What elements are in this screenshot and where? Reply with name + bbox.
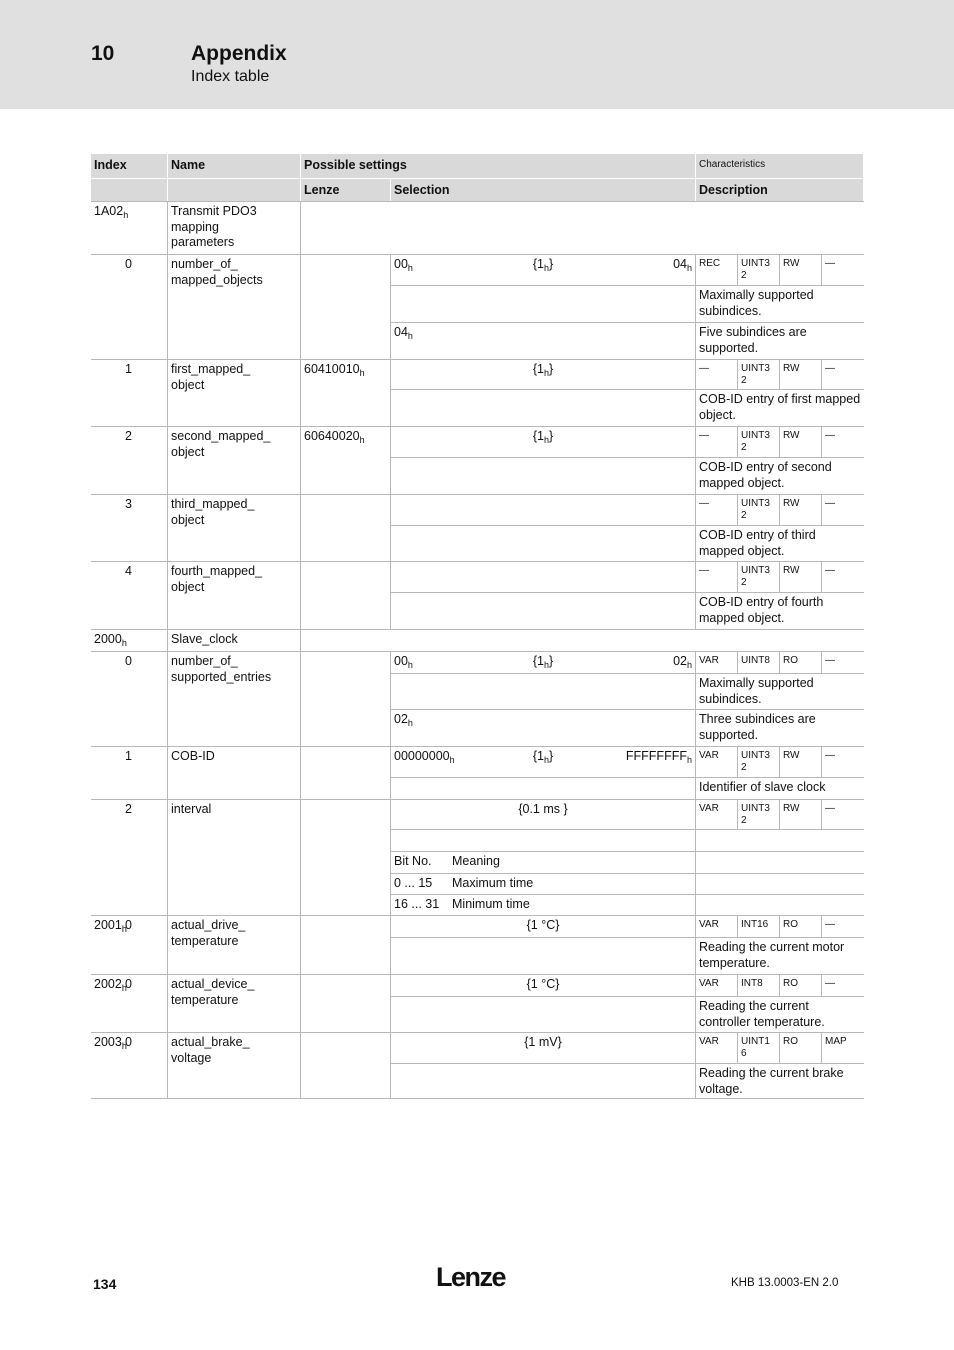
- selection-max: $02_h$: [673, 654, 692, 670]
- row-subindex: 0: [125, 918, 132, 932]
- col-header-selection: Selection: [391, 179, 695, 201]
- row-description: COB-ID entry of third mapped object.: [699, 528, 816, 558]
- row-description: Maximally supported subindices.: [699, 676, 814, 706]
- characteristic-2: UINT3 2: [741, 803, 770, 826]
- selection-step: $\{1_h\}$: [532, 654, 554, 670]
- value-description: Three subindices are supported.: [699, 712, 816, 742]
- grid-line: [300, 494, 301, 561]
- page-header: [0, 0, 954, 109]
- grid-line: [390, 494, 391, 561]
- row-name: third_mapped_ object: [171, 497, 255, 527]
- row-name: second_mapped_ object: [171, 429, 271, 459]
- selection-max: $04_h$: [673, 257, 692, 273]
- characteristic-1: —: [699, 430, 709, 441]
- bit-meaning: Maximum time: [452, 876, 534, 890]
- characteristic-2: UINT3 2: [741, 430, 770, 453]
- selection-value: $04_h$: [394, 325, 413, 341]
- col-header-name: Name: [168, 154, 300, 178]
- chapter-title: Appendix: [191, 42, 287, 65]
- row-subindex: 2: [125, 802, 132, 816]
- characteristic-1: VAR: [699, 750, 719, 761]
- selection-step: {0.1 ms }: [518, 802, 568, 816]
- characteristic-4: —: [825, 565, 835, 576]
- row-index: $2002_h$: [94, 977, 127, 993]
- characteristic-4: —: [825, 258, 835, 269]
- section-title: Index table: [191, 68, 270, 85]
- row-index: $2001_h$: [94, 918, 127, 934]
- row-description: COB-ID entry of fourth mapped object.: [699, 595, 824, 625]
- grid-line: [300, 915, 301, 974]
- row-subindex: 3: [125, 497, 132, 511]
- chapter-number: 10: [91, 42, 115, 65]
- characteristic-4: —: [825, 430, 835, 441]
- row-subindex: 0: [125, 257, 132, 271]
- row-name: number_of_ mapped_objects: [171, 257, 263, 287]
- grid-line: [300, 201, 301, 254]
- grid-line: [391, 829, 864, 830]
- row-name: Transmit PDO3 mapping parameters: [171, 204, 257, 249]
- characteristic-3: RO: [783, 1036, 798, 1047]
- row-subindex: 0: [125, 654, 132, 668]
- grid-line: [300, 561, 301, 629]
- characteristic-3: RO: [783, 978, 798, 989]
- row-name: Slave_clock: [171, 632, 238, 646]
- bit-number: Bit No.: [394, 854, 432, 868]
- grid-line: [300, 799, 301, 915]
- characteristic-1: VAR: [699, 919, 719, 930]
- characteristic-3: RW: [783, 803, 800, 814]
- document-id: KHB 13.0003-EN 2.0: [731, 1277, 839, 1289]
- characteristic-2: UINT3 2: [741, 750, 770, 773]
- row-name: fourth_mapped_ object: [171, 564, 263, 594]
- row-description: COB-ID entry of first mapped object.: [699, 392, 861, 422]
- characteristic-1: VAR: [699, 655, 719, 666]
- row-index: $2000_h$: [94, 632, 127, 648]
- grid-line: [300, 651, 301, 746]
- selection-step: $\{1_h\}$: [532, 362, 554, 378]
- characteristic-1: —: [699, 363, 709, 374]
- row-index: $1A02_h$: [94, 204, 129, 220]
- characteristic-3: RW: [783, 430, 800, 441]
- row-subindex: 0: [125, 977, 132, 991]
- row-subindex: 4: [125, 564, 132, 578]
- value-description: Five subindices are supported.: [699, 325, 807, 355]
- characteristic-4: —: [825, 498, 835, 509]
- col-header-index: Index: [91, 154, 167, 178]
- row-name: interval: [171, 802, 212, 816]
- col-header-blank: [168, 179, 300, 201]
- characteristic-3: RW: [783, 498, 800, 509]
- characteristic-2: UINT3 2: [741, 363, 770, 386]
- grid-line: [300, 974, 301, 1032]
- grid-line: [300, 254, 301, 359]
- characteristic-2: UINT3 2: [741, 565, 770, 588]
- row-subindex: 1: [125, 749, 132, 763]
- col-header-characteristics: Characteristics: [696, 154, 863, 178]
- bit-number: 0 ... 15: [394, 876, 433, 890]
- bit-meaning: Meaning: [452, 854, 500, 868]
- selection-step: $\{1_h\}$: [532, 749, 554, 765]
- characteristic-4: —: [825, 919, 835, 930]
- characteristic-3: RW: [783, 750, 800, 761]
- characteristic-4: —: [825, 978, 835, 989]
- selection-step: {1 °C}: [526, 918, 560, 932]
- grid-line: [300, 1032, 301, 1098]
- row-description: Identifier of slave clock: [699, 780, 826, 794]
- grid-line: [300, 629, 301, 651]
- selection-max: $FFFFFFFF_h$: [625, 749, 692, 765]
- characteristic-2: INT8: [741, 978, 763, 989]
- row-lenze-value: $60410010_h$: [304, 362, 365, 378]
- characteristic-4: —: [825, 655, 835, 666]
- row-description: Maximally supported subindices.: [699, 288, 814, 318]
- characteristic-4: —: [825, 803, 835, 814]
- col-header-possible-settings: Possible settings: [301, 154, 695, 178]
- characteristic-2: UINT1 6: [741, 1036, 770, 1059]
- selection-step: {1 mV}: [524, 1035, 562, 1049]
- grid-line: [390, 561, 391, 629]
- selection-min: $00_h$: [394, 654, 413, 670]
- row-lenze-value: $60640020_h$: [304, 429, 365, 445]
- characteristic-1: —: [699, 565, 709, 576]
- selection-step: $\{1_h\}$: [532, 429, 554, 445]
- bit-number: 16 ... 31: [394, 897, 440, 911]
- row-name: number_of_ supported_entries: [171, 654, 272, 684]
- row-name: COB-ID: [171, 749, 215, 763]
- characteristic-3: RO: [783, 919, 798, 930]
- selection-min: $00_h$: [394, 257, 413, 273]
- page-number: 134: [93, 1276, 117, 1292]
- col-header-description: Description: [696, 179, 863, 201]
- selection-value: $02_h$: [394, 712, 413, 728]
- characteristic-1: REC: [699, 258, 721, 269]
- characteristic-3: RW: [783, 363, 800, 374]
- characteristic-1: VAR: [699, 1036, 719, 1047]
- row-description: Reading the current motor temperature.: [699, 940, 845, 970]
- grid-line: [300, 746, 301, 799]
- row-description: COB-ID entry of second mapped object.: [699, 460, 832, 490]
- selection-step: $\{1_h\}$: [532, 257, 554, 273]
- characteristic-3: RO: [783, 655, 798, 666]
- characteristic-4: MAP: [825, 1036, 847, 1047]
- characteristic-2: UINT3 2: [741, 258, 770, 281]
- selection-step: {1 °C}: [526, 977, 560, 991]
- col-header-lenze: Lenze: [301, 179, 390, 201]
- row-subindex: 0: [125, 1035, 132, 1049]
- characteristic-1: VAR: [699, 803, 719, 814]
- selection-min: $00000000_h$: [394, 749, 455, 765]
- characteristic-2: INT16: [741, 919, 769, 930]
- row-description: Reading the current brake voltage.: [699, 1066, 844, 1096]
- row-subindex: 1: [125, 362, 132, 376]
- characteristic-1: —: [699, 498, 709, 509]
- characteristic-4: —: [825, 363, 835, 374]
- characteristic-1: VAR: [699, 978, 719, 989]
- characteristic-2: UINT8: [741, 655, 770, 666]
- characteristic-3: RW: [783, 565, 800, 576]
- bit-meaning: Minimum time: [452, 897, 530, 911]
- row-description: Reading the current controller temperature.: [699, 999, 825, 1029]
- row-subindex: 2: [125, 429, 132, 443]
- row-name: actual_drive_ temperature: [171, 918, 246, 948]
- row-name: actual_brake_ voltage: [171, 1035, 250, 1065]
- characteristic-4: —: [825, 750, 835, 761]
- row-index: $2003_h$: [94, 1035, 127, 1051]
- col-header-blank: [91, 179, 167, 201]
- characteristic-3: RW: [783, 258, 800, 269]
- row-name: first_mapped_ object: [171, 362, 251, 392]
- characteristic-2: UINT3 2: [741, 498, 770, 521]
- row-name: actual_device_ temperature: [171, 977, 255, 1007]
- lenze-logo: Lenze: [436, 1262, 506, 1292]
